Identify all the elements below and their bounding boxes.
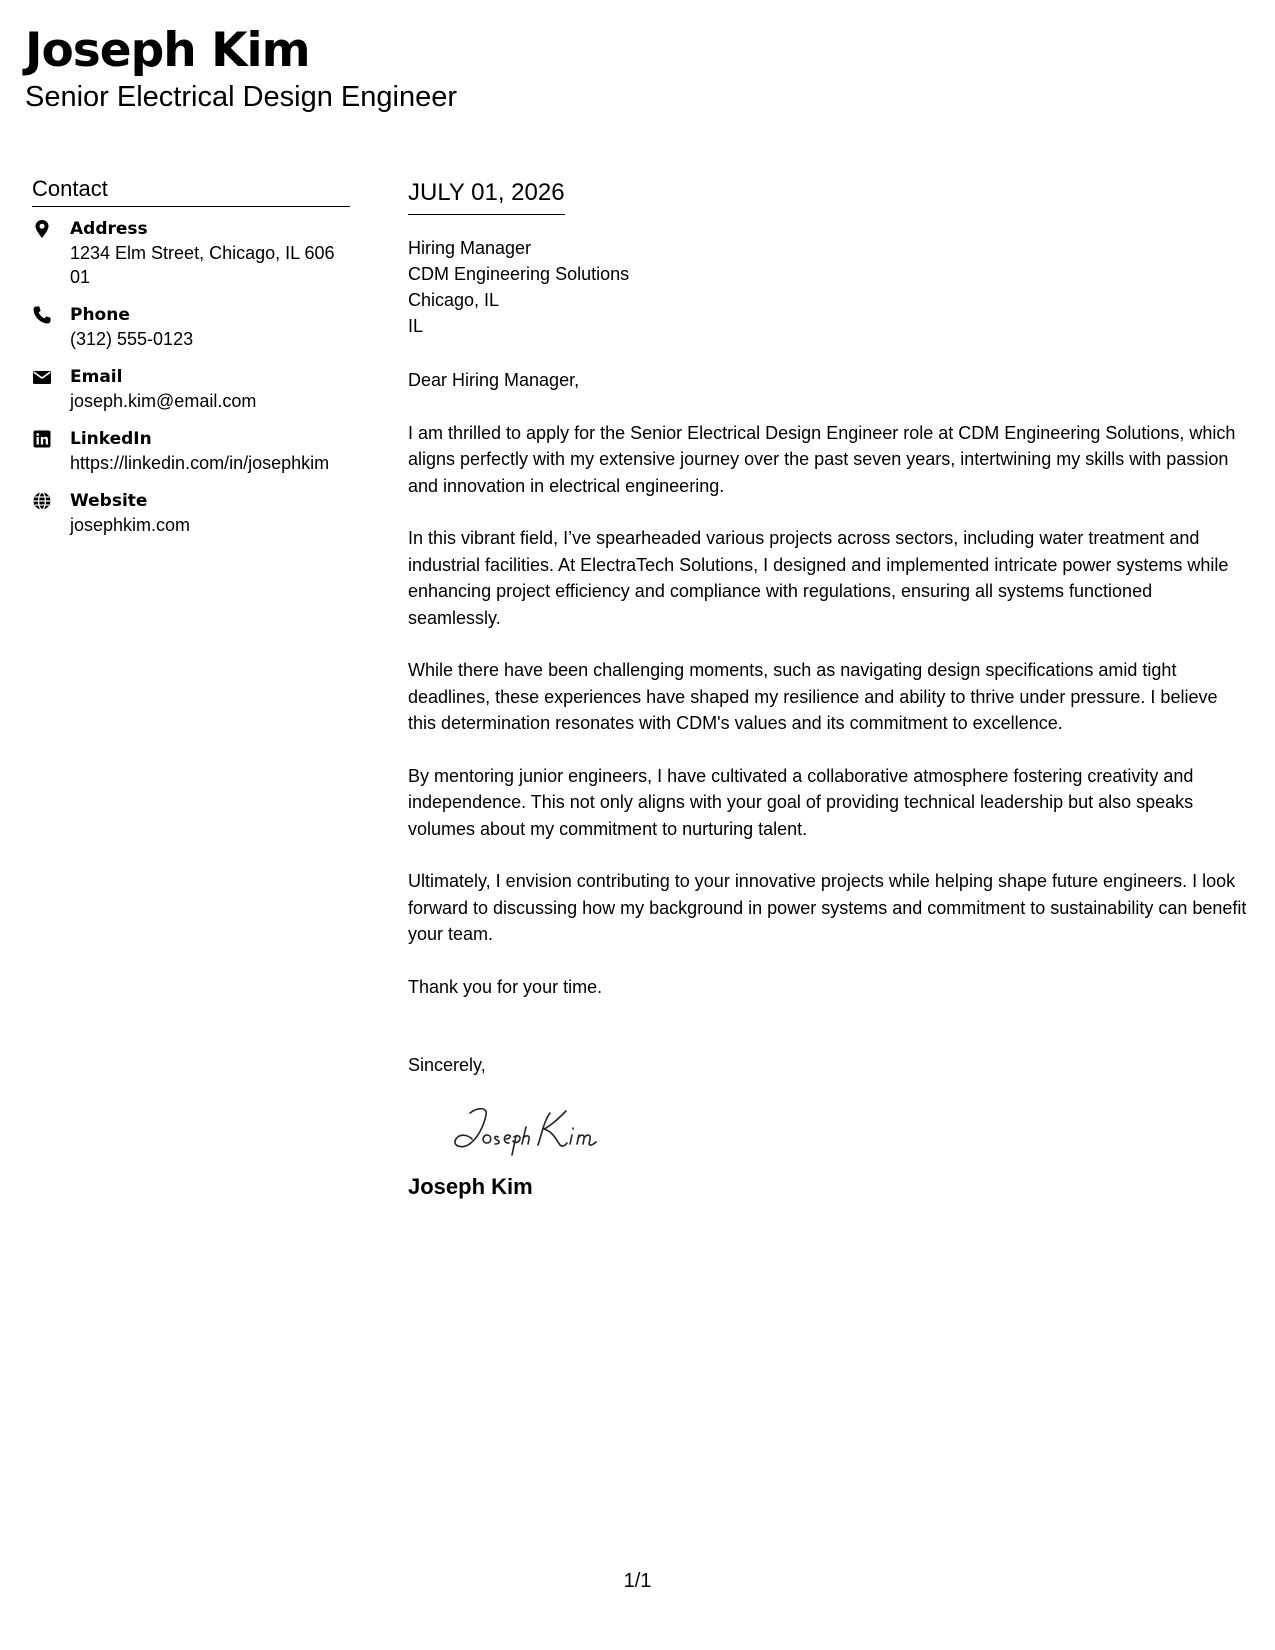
- phone-icon: [32, 305, 52, 325]
- phone-value: (312) 555-0123: [70, 329, 194, 349]
- page-number: 1/1: [623, 1570, 652, 1592]
- paragraph: By mentoring junior engineers, I have cultivated a collaborative atmosphere fostering creativity and independence. This not only aligns with your goal of providing technical leadership but also speaks volumes about my commitment to nurturing talent.: [408, 765, 1194, 839]
- recipient-line: Hiring Manager: [408, 238, 532, 258]
- contact-website: [32, 489, 350, 537]
- recipient-line: CDM Engineering Solutions: [408, 264, 630, 284]
- recipient-line: IL: [408, 316, 424, 336]
- globe-icon: [32, 491, 52, 511]
- envelope-icon: [32, 367, 52, 387]
- linkedin-value[interactable]: https://linkedin.com/in/josephkim: [70, 453, 330, 473]
- contact-heading: Contact: [32, 175, 350, 207]
- header: [25, 22, 457, 114]
- salutation: Dear Hiring Manager,: [408, 370, 580, 390]
- closing: Sincerely,: [408, 1055, 486, 1075]
- paragraph: In this vibrant field, I’ve spearheaded various projects across sectors, including water treatment and industrial facilities. At ElectraTech Solutions, I designed and implemented intricate power systems while enhancing project efficiency and compliance with regulations, ensuring all systems functioned seamlessly.: [408, 528, 1229, 628]
- contact-linkedin: [32, 427, 350, 475]
- website-label: Website: [70, 491, 148, 511]
- address-label: Address: [70, 219, 148, 239]
- job-title: Senior Electrical Design Engineer: [25, 81, 457, 113]
- location-pin-icon: [32, 219, 52, 239]
- paragraph: While there have been challenging moments, such as navigating design specifications amid tight deadlines, these experiences have shaped my resilience and ability to thrive under pressure. I believe this determination resonates with CDM's values and its commitment to excellence.: [408, 660, 1218, 733]
- website-value[interactable]: josephkim.com: [70, 515, 191, 535]
- contact-sidebar: [32, 175, 350, 551]
- linkedin-icon: [32, 429, 52, 449]
- address-value: 1234 Elm Street, Chicago, IL 60601: [70, 243, 335, 287]
- recipient-line: Chicago, IL: [408, 290, 500, 310]
- linkedin-label: LinkedIn: [70, 429, 152, 449]
- paragraph: Ultimately, I envision contributing to your innovative projects while helping shape future engineers. I look forward to discussing how my background in power systems and commitment to sustainability can benefit your team.: [408, 871, 1247, 944]
- paragraph: Thank you for your time.: [408, 976, 603, 997]
- signer-name: Joseph Kim: [408, 1174, 533, 1199]
- contact-email: [32, 365, 350, 413]
- letter-date: JULY 01, 2026: [408, 178, 565, 215]
- email-label: Email: [70, 367, 123, 387]
- paragraph: I am thrilled to apply for the Senior Electrical Design Engineer role at CDM Engineering Solutions, which aligns perfectly with my extensive journey over the past seven years, intertwining my skills with passion and innovation in electrical engineering.: [408, 422, 1236, 496]
- email-value: joseph.kim@email.com: [70, 391, 257, 411]
- phone-label: Phone: [70, 305, 130, 325]
- contact-phone: [32, 303, 350, 351]
- recipient-block: [408, 235, 1248, 339]
- applicant-name: Joseph Kim: [25, 23, 310, 78]
- handwritten-signature: [442, 1099, 642, 1159]
- contact-address: [32, 217, 350, 289]
- letter-body: [408, 178, 1248, 1201]
